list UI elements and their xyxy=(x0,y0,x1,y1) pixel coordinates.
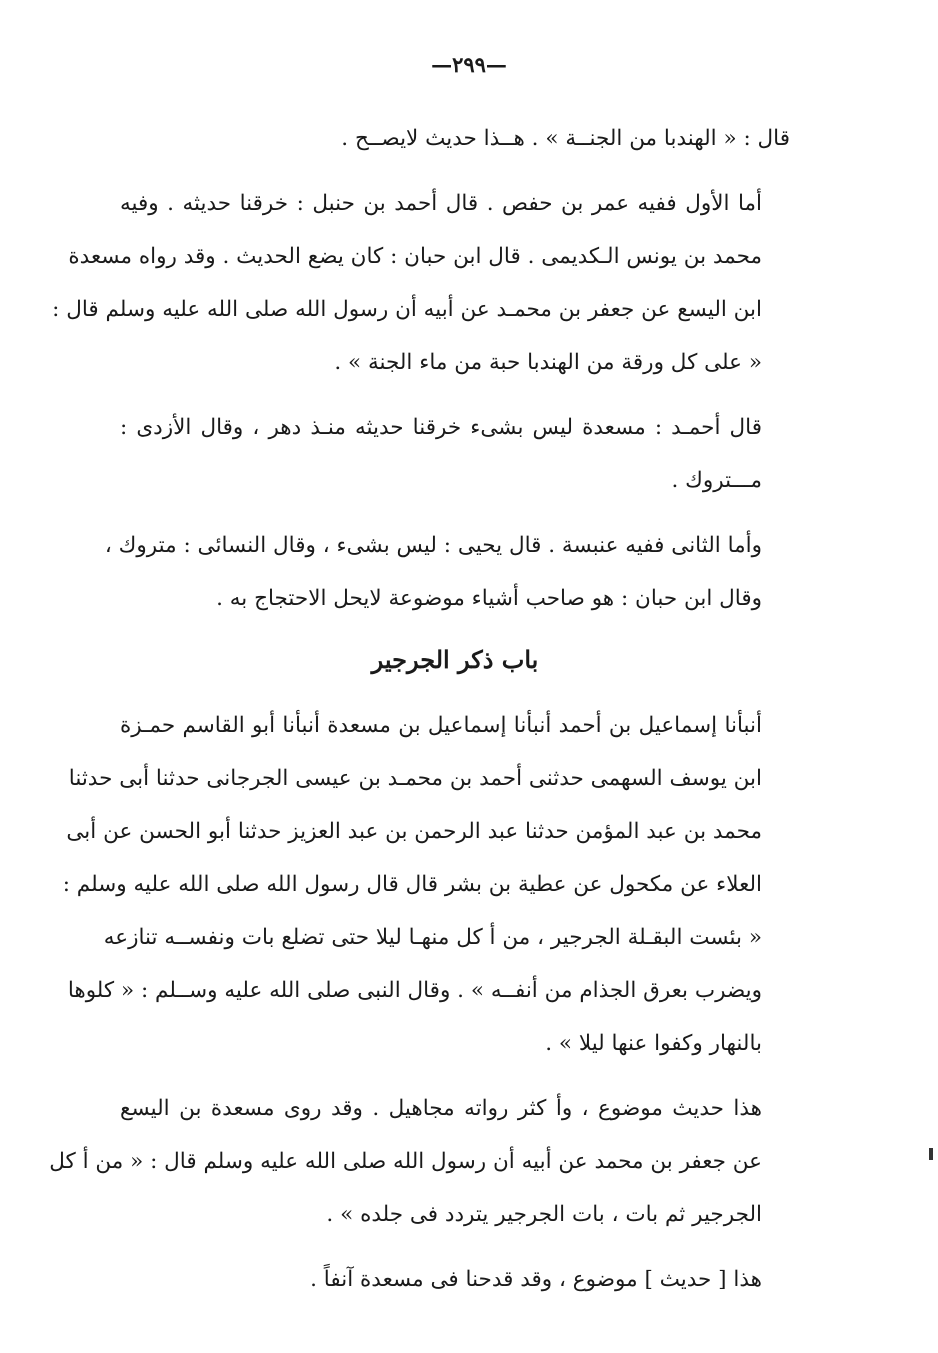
text-line: مـــتروك . xyxy=(671,468,762,493)
paragraph xyxy=(52,177,790,389)
text-line: أنبأنا إسماعيل بن أحمد أنبأنا إسماعيل بن مسعدة أنبأنا أبو القاسم حمـزة xyxy=(120,713,762,738)
text-line: قال أحمـد : مسعدة ليس بشىء خرقنا حديثه منـذ دهر ، وقال الأزدى : xyxy=(120,415,762,440)
paragraph xyxy=(62,699,790,1070)
text-line: ويضرب بعرق الجذام من أنفــه » . وقال النبى صلى الله عليه وســلم : « كلوها xyxy=(67,978,762,1003)
paragraph xyxy=(120,1253,790,1306)
paragraph xyxy=(120,401,790,507)
text-line: العلاء عن مكحول عن عطية بن بشر قال قال رسول الله صلى الله عليه وسلم : xyxy=(62,872,762,897)
text-line: « بئست البقـلة الجرجير ، من أ كل منهـا ليلا حتى تضلع بات ونفســه تنازعه xyxy=(103,925,762,950)
text-line: عن جعفر بن محمد عن أبيه أن رسول الله صلى الله عليه وسلم قال : « من أ كل xyxy=(49,1149,762,1174)
text-line: هذا حديث موضوع ، وأ كثر رواته مجاهيل . وقد روى مسعدة بن اليسع xyxy=(120,1096,762,1121)
text-line: محمد بن يونس الـكديمى . قال ابن حبان : كان يضع الحديث . وقد رواه مسعدة xyxy=(68,244,762,269)
text-line: قال : « الهندبا من الجنــة » . هــذا حديث لايصــح . xyxy=(341,126,790,151)
paragraph xyxy=(104,519,790,625)
text-line: بالنهار وكفوا عنها ليلا » . xyxy=(545,1031,762,1056)
text-line: الجرجير ثم بات ، بات الجرجير يتردد فى جلده » . xyxy=(326,1202,762,1227)
paragraph xyxy=(49,1082,790,1241)
text-line: محمد بن عبد المؤمن حدثنا عبد الرحمن بن عبد العزيز حدثنا أبو الحسن عن أبى xyxy=(66,819,762,844)
text-line: ابن اليسع عن جعفر بن محمـد عن أبيه أن رسول الله صلى الله عليه وسلم قال : xyxy=(52,297,762,322)
text-line: هذا [ حديث ] موضوع ، وقد قدحنا فى مسعدة آنفاً . xyxy=(310,1267,762,1292)
text-line: وأما الثانى ففيه عنبسة . قال يحيى : ليس بشىء ، وقال النسائى : متروك ، xyxy=(104,533,762,558)
section-heading: باب ذكر الجرجير xyxy=(371,645,539,674)
paragraph xyxy=(120,112,790,165)
page-body xyxy=(49,112,790,1306)
text-line: « على كل ورقة من الهندبا حبة من ماء الجنة » . xyxy=(334,350,762,375)
margin-mark xyxy=(929,1148,933,1160)
text-line: وقال ابن حبان : هو صاحب أشياء موضوعة لايحل الاحتجاج به . xyxy=(216,586,762,611)
text-line: أما الأول ففيه عمر بن حفص . قال أحمد بن حنبل : خرقنا حديثه . وفيه xyxy=(120,191,762,216)
text-line: ابن يوسف السهمى حدثنى أحمد بن محمـد بن عيسى الجرجانى حدثنا أبى حدثنا xyxy=(68,766,762,791)
page-number: —٢٩٩— xyxy=(431,52,507,77)
